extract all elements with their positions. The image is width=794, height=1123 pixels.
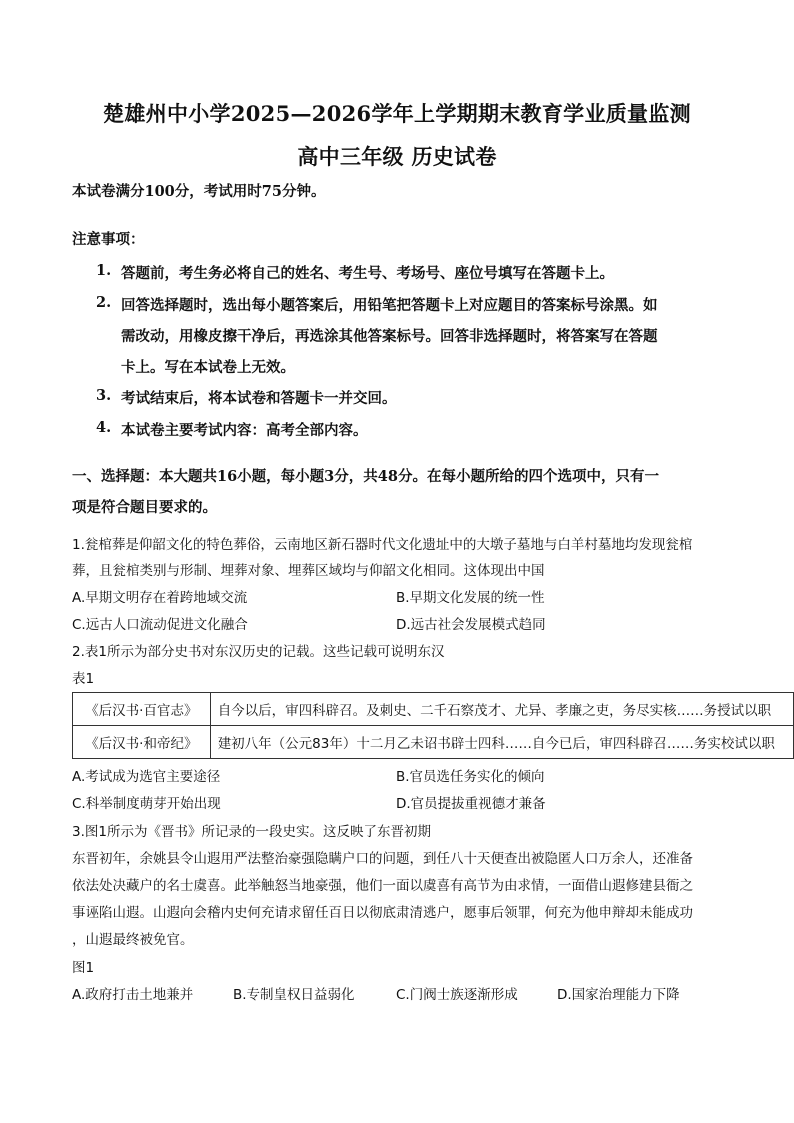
question-3-passage: 事诬陷山遐。山遐向会稽内史何充请求留任百日以彻底肃清逃户，愿事后领罪，何充为他申辩却未能成功 <box>72 905 693 921</box>
notice-item-text: 答题前，考生务必将自己的姓名、考生号、考场号、座位号填写在答题卡上。 <box>121 265 614 282</box>
table-row <box>73 693 794 726</box>
table-cell-content: 自今以后，审四科辟召。及刺史、二千石察茂才、尤异、孝廉之吏，务尽实核……务授试以职 <box>210 693 793 726</box>
notice-item-text: 本试卷主要考试内容：高考全部内容。 <box>121 422 368 439</box>
table-cell-source: 《后汉书·百官志》 <box>73 693 211 726</box>
question-3-passage: 依法处决藏户的名士虞喜。此举触怒当地豪强，他们一面以虞喜有高节为由求情，一面借山遐修建县衙之 <box>72 878 693 894</box>
notice-item-text: 需改动，用橡皮擦干净后，再选涂其他答案标号。回答非选择题时，将答案写在答题 <box>121 328 658 345</box>
question-1-stem: 葬，且瓮棺类别与形制、埋葬对象、埋葬区域均与仰韶文化相同。这体现出中国 <box>72 563 545 579</box>
notice-item-number: 1. <box>96 262 112 279</box>
question-2-option-a[interactable]: A.考试成为选官主要途径 <box>72 769 221 785</box>
notice-item-number: 3. <box>96 387 112 404</box>
question-2-option-c[interactable]: C.科举制度萌芽开始出现 <box>72 796 221 812</box>
question-1-option-d[interactable]: D.远古社会发展模式趋同 <box>396 617 546 633</box>
intro-text: 本试卷满分100分，考试用时75分钟。 <box>72 183 326 200</box>
question-3-option-c[interactable]: C.门阀士族逐渐形成 <box>396 987 518 1003</box>
notice-item-number: 4. <box>96 419 112 436</box>
notice-item-number: 2. <box>96 294 112 311</box>
question-1-stem: 1.瓮棺葬是仰韶文化的特色葬俗，云南地区新石器时代文化遗址中的大墩子墓地与白羊村墓地均发现瓮棺 <box>72 537 693 553</box>
notice-item-text: 考试结束后，将本试卷和答题卡一并交回。 <box>121 390 397 407</box>
question-2-stem: 2.表1所示为部分史书对东汉历史的记载。这些记载可说明东汉 <box>72 644 445 660</box>
question-3-option-a[interactable]: A.政府打击土地兼并 <box>72 987 194 1003</box>
question-2-option-d[interactable]: D.官员提拔重视德才兼备 <box>396 796 546 812</box>
history-table <box>72 692 794 759</box>
table-row <box>73 726 794 759</box>
notice-item-text: 回答选择题时，选出每小题答案后，用铅笔把答题卡上对应题目的答案标号涂黑。如 <box>121 297 658 314</box>
notice-heading: 注意事项： <box>72 231 145 248</box>
figure-label: 图1 <box>72 960 95 976</box>
exam-subtitle: 高中三年级 历史试卷 <box>297 144 497 169</box>
table-cell-content: 建初八年（公元83年）十二月乙未诏书辟士四科……自今已后，审四科辟召……务实校试以职 <box>210 726 793 759</box>
exam-title: 楚雄州中小学2025—2026学年上学期期末教育学业质量监测 <box>103 101 691 126</box>
notice-item-text: 卡上。写在本试卷上无效。 <box>121 359 295 376</box>
question-3-stem: 3.图1所示为《晋书》所记录的一段史实。这反映了东晋初期 <box>72 824 431 840</box>
question-1-option-a[interactable]: A.早期文明存在着跨地域交流 <box>72 590 248 606</box>
table-cell-source: 《后汉书·和帝纪》 <box>73 726 211 759</box>
question-3-passage: ，山遐最终被免官。 <box>72 932 194 948</box>
question-1-option-c[interactable]: C.远古人口流动促进文化融合 <box>72 617 248 633</box>
section-heading: 项是符合题目要求的。 <box>72 499 217 516</box>
question-3-option-b[interactable]: B.专制皇权日益弱化 <box>233 987 355 1003</box>
question-3-option-d[interactable]: D.国家治理能力下降 <box>557 987 680 1003</box>
table-label: 表1 <box>72 671 95 687</box>
section-heading: 一、选择题：本大题共16小题，每小题3分，共48分。在每小题所给的四个选项中，只有一 <box>72 468 659 485</box>
question-3-passage: 东晋初年，余姚县令山遐用严法整治豪强隐瞒户口的问题，到任八十天便查出被隐匿人口万余人，还准备 <box>72 851 693 867</box>
question-1-option-b[interactable]: B.早期文化发展的统一性 <box>396 590 545 606</box>
question-2-option-b[interactable]: B.官员选任务实化的倾向 <box>396 769 545 785</box>
